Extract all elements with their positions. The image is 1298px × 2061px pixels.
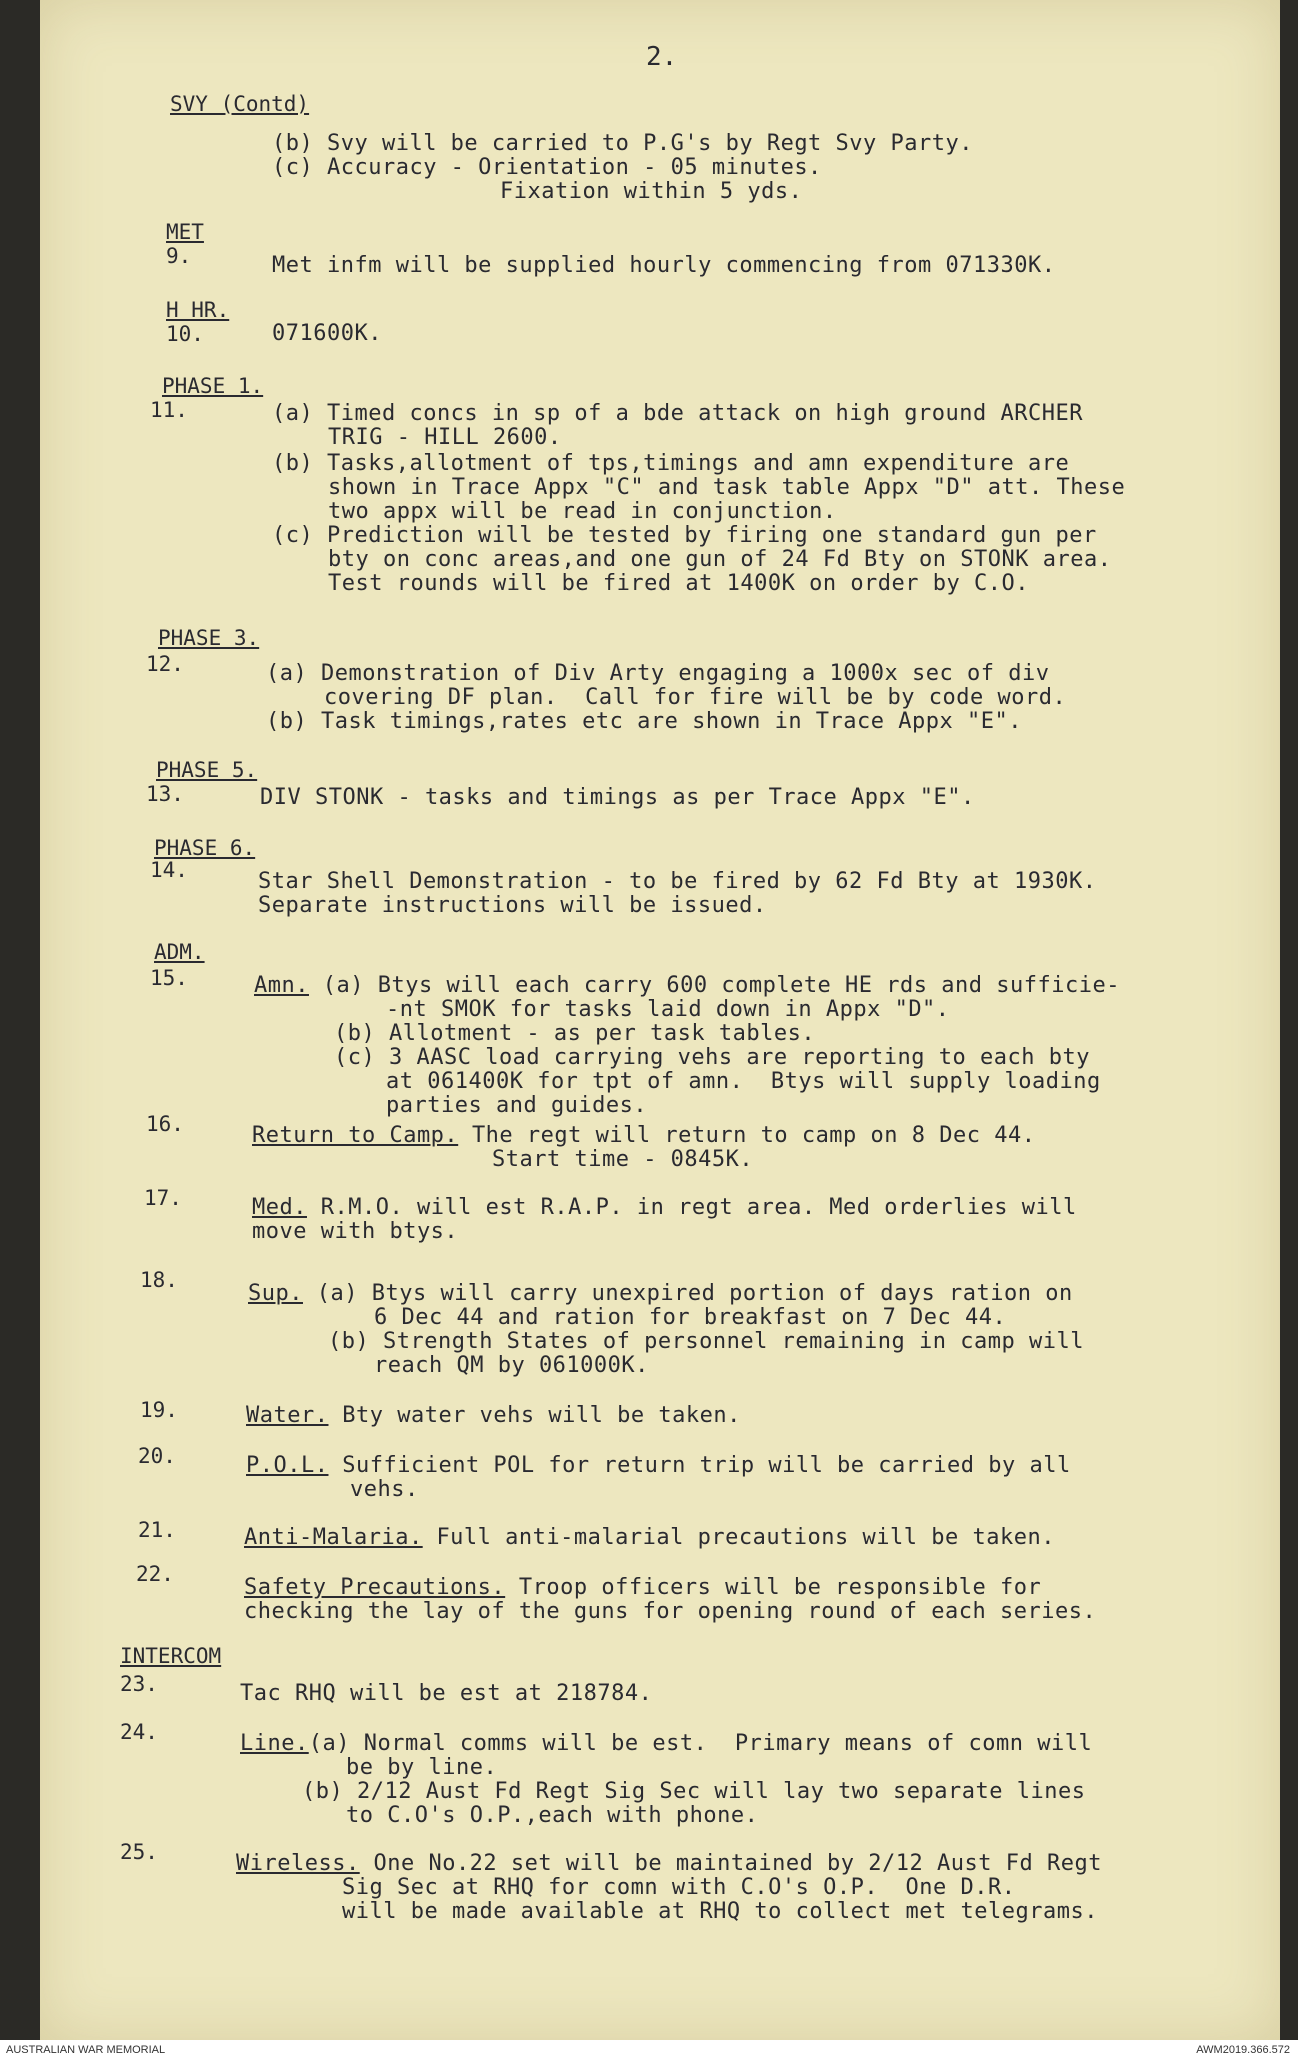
phase1-item-c: (c) Prediction will be tested by firing one standard gun per <box>272 523 1097 548</box>
para-number: 9. <box>166 244 192 268</box>
phase6-text: Star Shell Demonstration - to be fired by 62 Fd Bty at 1930K. <box>258 869 1097 894</box>
para-number: 13. <box>146 782 184 806</box>
para-number: 25. <box>120 1840 158 1864</box>
section-heading-adm: ADM. <box>154 940 205 964</box>
para-number: 11. <box>150 398 188 422</box>
phase1-item-a-cont: TRIG - HILL 2600. <box>328 425 562 450</box>
return-text-cont: Start time - 0845K. <box>492 1147 754 1172</box>
sup-item-a-cont: 6 Dec 44 and ration for breakfast on 7 Dec 44. <box>374 1305 1007 1330</box>
section-heading-intercom: INTERCOM <box>120 1644 222 1668</box>
svy-item-b: (b) Svy will be carried to P.G's by Regt Svy Party. <box>272 131 974 156</box>
return-text: The regt will return to camp on 8 Dec 44. <box>471 1123 1036 1148</box>
section-heading-phase-3: PHASE 3. <box>158 626 260 650</box>
safety-text-cont: checking the lay of the guns for opening round of each series. <box>244 1599 1097 1624</box>
para-number: 15. <box>150 966 188 990</box>
phase3-item-b: (b) Task timings,rates etc are shown in Trace Appx "E". <box>266 709 1022 734</box>
amn-item-a-cont: -nt SMOK for tasks laid down in Appx "D". <box>386 997 950 1022</box>
para-number: 14. <box>150 858 188 882</box>
phase1-item-c-cont1: bty on conc areas,and one gun of 24 Fd Bty on STONK area. <box>328 547 1112 572</box>
phase3-item-a-cont: covering DF plan. Call for fire will be by code word. <box>324 685 1067 710</box>
wireless-text-cont1: Sig Sec at RHQ for comn with C.O's O.P. One D.R. <box>342 1875 1016 1900</box>
para-number: 12. <box>146 652 184 676</box>
section-heading-met: MET <box>166 220 204 244</box>
section-heading-phase-5: PHASE 5. <box>156 758 258 782</box>
line-label: Line. <box>240 1731 309 1756</box>
safety-line <box>244 1576 1041 1600</box>
tac-rhq-text: Tac RHQ will be est at 218784. <box>240 1681 653 1706</box>
med-label: Med. <box>252 1195 307 1220</box>
amn-item-c-cont2: parties and guides. <box>386 1093 648 1118</box>
amn-label: Amn. <box>254 973 309 998</box>
return-line <box>252 1124 1036 1148</box>
med-text: R.M.O. will est R.A.P. in regt area. Med orderlies will <box>320 1195 1077 1220</box>
para-number: 21. <box>138 1518 176 1542</box>
pol-line <box>246 1454 1071 1478</box>
wireless-label: Wireless. <box>236 1851 360 1876</box>
phase6-text-cont: Separate instructions will be issued. <box>258 893 767 918</box>
para-number: 20. <box>138 1444 176 1468</box>
section-heading-hhr: H HR. <box>166 298 230 322</box>
amn-item-c: (c) 3 AASC load carrying vehs are reporting to each bty <box>334 1045 1090 1070</box>
water-line <box>246 1404 741 1428</box>
para-number: 17. <box>144 1186 182 1210</box>
phase3-item-a: (a) Demonstration of Div Arty engaging a 1000x sec of div <box>266 661 1050 686</box>
sup-item-b: (b) Strength States of personnel remaining in camp will <box>328 1329 1084 1354</box>
amn-line-a <box>254 974 1120 998</box>
section-heading-phase-6: PHASE 6. <box>154 836 256 860</box>
line-item-a: (a) Normal comms will be est. Primary means of comn will <box>308 1731 1093 1756</box>
sup-line-a <box>248 1282 1073 1306</box>
amn-item-a: (a) Btys will each carry 600 complete HE rds and sufficie- <box>322 973 1120 998</box>
pol-label: P.O.L. <box>246 1453 329 1478</box>
svy-item-c-cont: Fixation within 5 yds. <box>500 179 803 204</box>
section-heading-phase-1: PHASE 1. <box>162 374 264 398</box>
line-item-b: (b) 2/12 Aust Fd Regt Sig Sec will lay two separate lines <box>302 1779 1086 1804</box>
return-label: Return to Camp. <box>252 1123 459 1148</box>
footer-accession: AWM2019.366.572 <box>1196 2044 1290 2056</box>
para-number: 22. <box>136 1562 174 1586</box>
para-number: 10. <box>166 322 204 346</box>
malaria-text: Full anti-malarial precautions will be taken. <box>436 1525 1055 1550</box>
line-item-b-cont: to C.O's O.P.,each with phone. <box>346 1803 759 1828</box>
sup-item-a: (a) Btys will carry unexpired portion of days ration on <box>316 1281 1073 1306</box>
wireless-line <box>236 1852 1102 1876</box>
phase1-item-b: (b) Tasks,allotment of tps,timings and amn expenditure are <box>272 451 1070 476</box>
sup-label: Sup. <box>248 1281 303 1306</box>
document-page <box>40 0 1280 2040</box>
amn-item-c-cont1: at 061400K for tpt of amn. Btys will supply loading <box>386 1069 1101 1094</box>
water-text: Bty water vehs will be taken. <box>342 1403 741 1428</box>
svy-item-c: (c) Accuracy - Orientation - 05 minutes. <box>272 155 822 180</box>
sup-item-b-cont: reach QM by 061000K. <box>374 1353 649 1378</box>
phase1-item-b-cont2: two appx will be read in conjunction. <box>328 499 837 524</box>
phase1-item-a: (a) Timed concs in sp of a bde attack on high ground ARCHER <box>272 401 1083 426</box>
pol-text-cont: vehs. <box>350 1477 419 1502</box>
met-text: Met infm will be supplied hourly commencing from 071330K. <box>272 253 1056 278</box>
amn-item-b: (b) Allotment - as per task tables. <box>334 1021 816 1046</box>
para-number: 24. <box>120 1720 158 1744</box>
phase5-text: DIV STONK - tasks and timings as per Trace Appx "E". <box>260 785 975 810</box>
phase1-item-b-cont1: shown in Trace Appx "C" and task table Appx "D" att. These <box>328 475 1126 500</box>
section-heading-svy: SVY (Contd) <box>170 92 310 116</box>
footer-source: AUSTRALIAN WAR MEMORIAL <box>6 2044 166 2056</box>
med-text-cont: move with btys. <box>252 1219 459 1244</box>
phase1-item-c-cont2: Test rounds will be fired at 1400K on order by C.O. <box>328 571 1030 596</box>
line-line-a <box>240 1732 1092 1756</box>
page-number: 2. <box>646 42 678 72</box>
line-item-a-cont: be by line. <box>346 1755 498 1780</box>
pol-text: Sufficient POL for return trip will be carried by all <box>342 1453 1071 1478</box>
archive-footer <box>0 2040 1298 2061</box>
para-number: 18. <box>140 1268 178 1292</box>
wireless-text-cont2: will be made available at RHQ to collect met telegrams. <box>342 1899 1098 1924</box>
para-number: 19. <box>140 1398 178 1422</box>
para-number: 23. <box>120 1672 158 1696</box>
safety-text: Troop officers will be responsible for <box>518 1575 1042 1600</box>
wireless-text: One No.22 set will be maintained by 2/12 Aust Fd Regt <box>373 1851 1102 1876</box>
water-label: Water. <box>246 1403 329 1428</box>
malaria-label: Anti-Malaria. <box>244 1525 423 1550</box>
med-line <box>252 1196 1077 1220</box>
malaria-line <box>244 1526 1055 1550</box>
safety-label: Safety Precautions. <box>244 1575 506 1600</box>
hhr-text: 071600K. <box>272 321 382 346</box>
para-number: 16. <box>146 1112 184 1136</box>
